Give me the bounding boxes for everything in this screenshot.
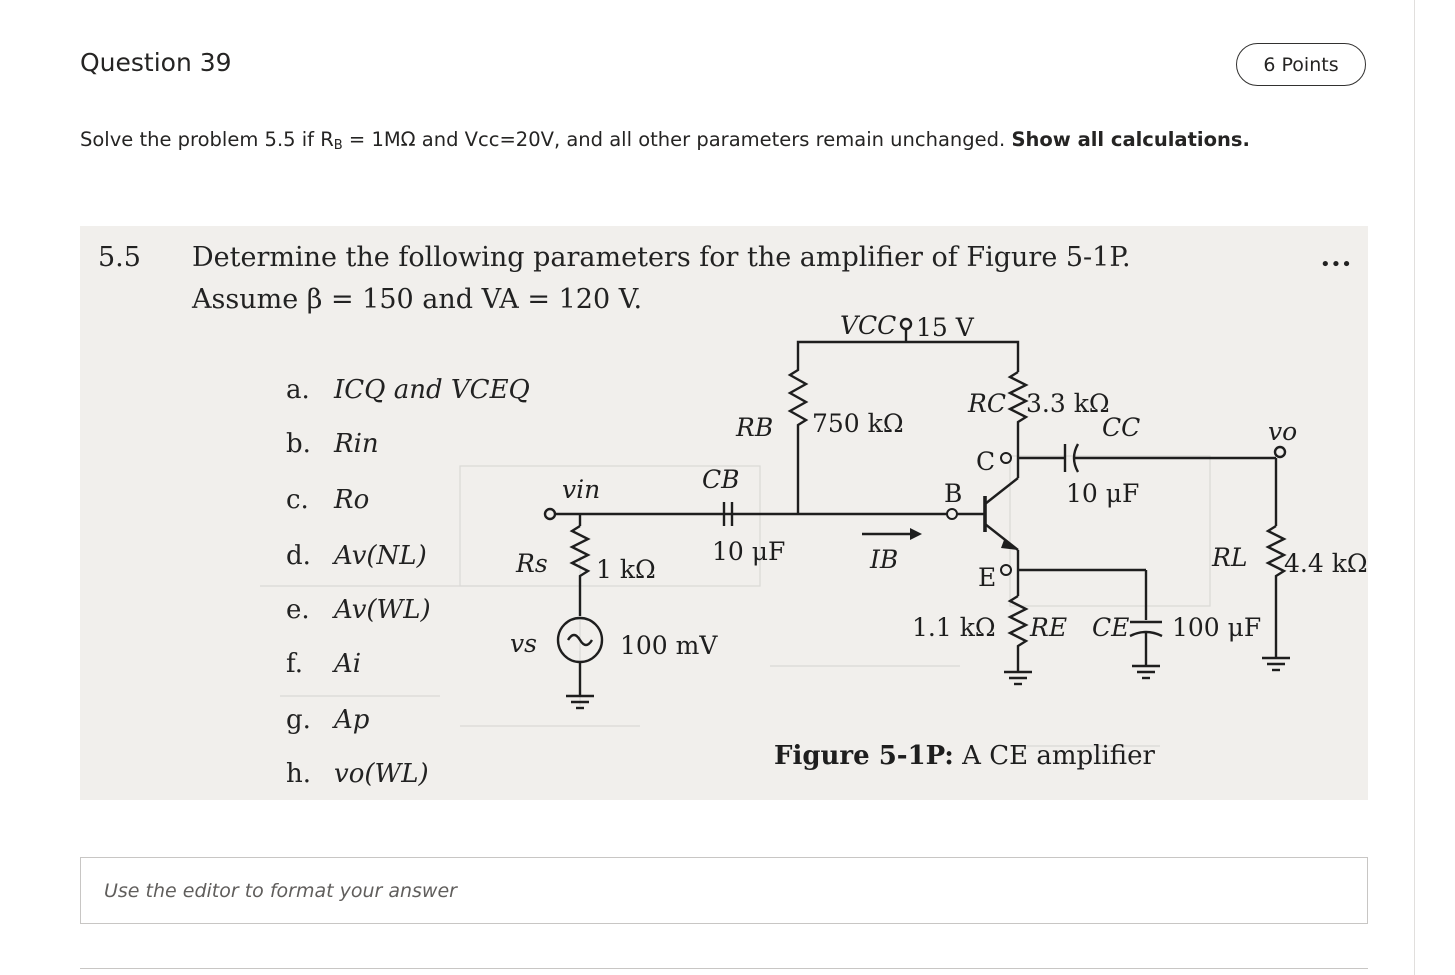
- vin-label: vin: [562, 475, 601, 504]
- caption-rest: A CE amplifier: [953, 741, 1155, 771]
- rb-label: RB: [736, 413, 774, 442]
- cb-value: 10 μF: [712, 537, 786, 566]
- rs-value: 1 kΩ: [596, 555, 656, 584]
- question-prompt: [80, 128, 1250, 153]
- e-node-dot: [1001, 565, 1011, 575]
- caption-bold: Figure 5-1P:: [774, 741, 954, 771]
- figure-caption: [774, 741, 1156, 771]
- vcc-rail: [798, 342, 1018, 372]
- cc-label: CC: [1102, 413, 1141, 442]
- e-node-label: E: [978, 563, 997, 592]
- rl-value: 4.4 kΩ: [1284, 549, 1368, 578]
- circuit-labels: [510, 311, 1368, 660]
- statement-line-2: Assume β = 150 and VA = 120 V.: [192, 284, 643, 315]
- rb-resistor: [790, 348, 806, 514]
- item-b-letter: b.: [286, 429, 311, 459]
- b-node-label: B: [944, 479, 963, 508]
- rl-label: RL: [1212, 543, 1248, 572]
- b-node-dot: [947, 509, 957, 519]
- re-value: 1.1 kΩ: [912, 613, 996, 642]
- item-g-letter: g.: [286, 705, 311, 735]
- ce-value: 100 μF: [1172, 613, 1262, 642]
- ib-arrowhead: [910, 528, 922, 540]
- vcc-terminal: [901, 319, 911, 329]
- prompt-middle: = 1MΩ and Vcc=20V, and all other parameters remain unchanged.: [342, 128, 1012, 151]
- answer-editor[interactable]: [80, 857, 1368, 924]
- vcc-label: VCC: [840, 311, 897, 340]
- vo-label: vo: [1268, 417, 1298, 446]
- item-f-text: Ai: [334, 649, 362, 679]
- bjt-emitter: [985, 524, 1018, 550]
- item-a-letter: a.: [286, 375, 310, 405]
- re-resistor: [1010, 596, 1026, 672]
- prompt-subscript: B: [333, 138, 343, 153]
- prompt-prefix: Solve the problem 5.5 if R: [80, 128, 334, 151]
- vo-terminal: [1275, 447, 1285, 457]
- item-g-text: Ap: [334, 705, 370, 735]
- item-c-text: Ro: [334, 485, 370, 515]
- re-label: RE: [1030, 613, 1068, 642]
- item-d-text: Av(NL): [334, 541, 427, 571]
- item-e-letter: e.: [286, 595, 310, 625]
- problem-figure: [80, 226, 1368, 800]
- section-divider: [80, 968, 1368, 969]
- cc-value: 10 μF: [1066, 479, 1140, 508]
- question-title: Question 39: [80, 48, 232, 77]
- item-h-letter: h.: [286, 759, 312, 789]
- rc-value: 3.3 kΩ: [1026, 389, 1110, 418]
- statement-line-1: Determine the following parameters for the amplifier of Figure 5-1P.: [192, 242, 1131, 273]
- parameter-list: [286, 375, 530, 789]
- more-options-icon[interactable]: •••: [1320, 254, 1352, 275]
- ce-label: CE: [1092, 613, 1130, 642]
- problem-figure-svg: [80, 226, 1368, 800]
- rc-label: RC: [968, 389, 1006, 418]
- item-c-letter: c.: [286, 485, 309, 515]
- item-f-letter: f.: [286, 649, 303, 679]
- ib-label: IB: [870, 545, 899, 574]
- rb-value: 750 kΩ: [812, 409, 904, 438]
- rs-label: Rs: [516, 549, 548, 578]
- item-d-letter: d.: [286, 541, 311, 571]
- item-a-text: ICQ and VCEQ: [334, 375, 530, 405]
- rl-resistor: [1268, 526, 1284, 646]
- item-b-text: Rin: [334, 429, 379, 459]
- scrollbar-divider: [1414, 0, 1415, 975]
- vin-terminal: [545, 509, 555, 519]
- points-badge: 6 Points: [1236, 43, 1366, 86]
- problem-number: 5.5: [98, 242, 141, 273]
- cb-label: CB: [702, 465, 740, 494]
- vcc-value: 15 V: [916, 313, 974, 342]
- c-node-dot: [1001, 453, 1011, 463]
- rc-resistor: [1010, 372, 1026, 458]
- prompt-bold: Show all calculations.: [1011, 128, 1250, 151]
- c-node-label: C: [976, 447, 996, 476]
- answer-input[interactable]: [81, 858, 1367, 923]
- bjt-collector: [985, 478, 1018, 504]
- item-e-text: Av(WL): [334, 595, 431, 625]
- vs-value: 100 mV: [620, 631, 718, 660]
- vs-label: vs: [510, 629, 537, 658]
- item-h-text: vo(WL): [334, 759, 429, 789]
